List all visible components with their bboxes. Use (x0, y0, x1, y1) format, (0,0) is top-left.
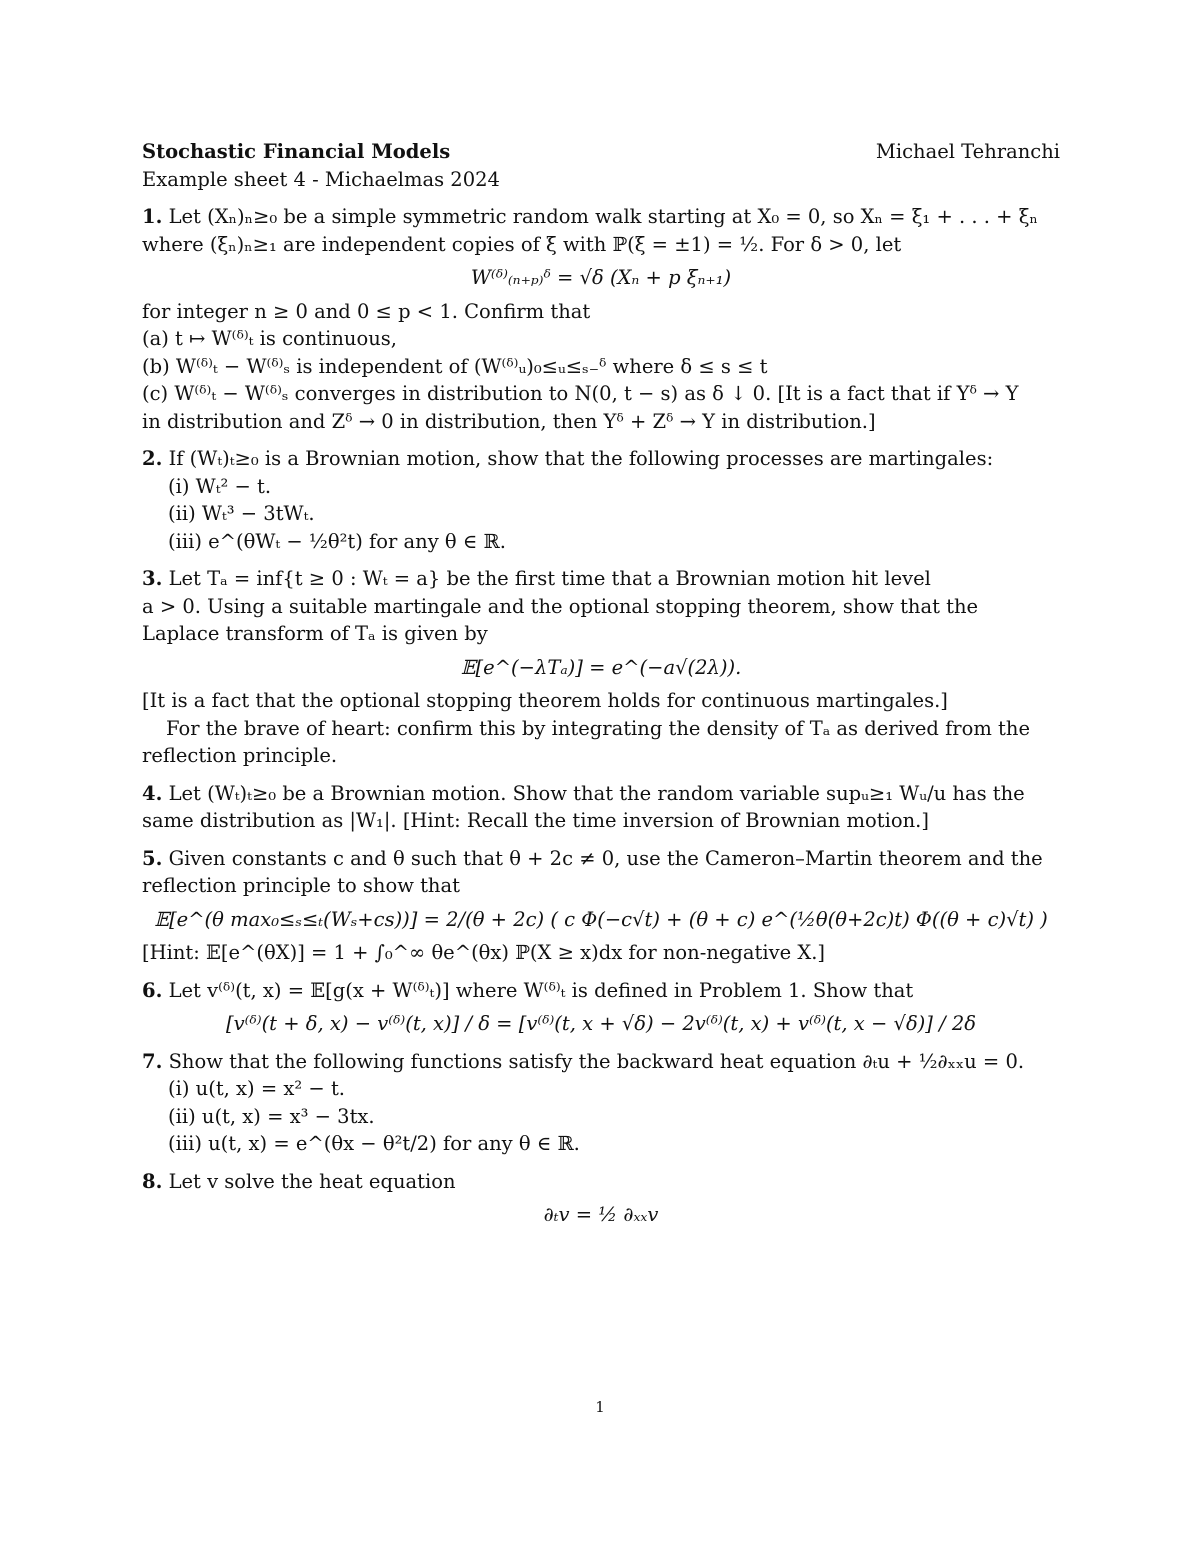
problem-number: 4. (142, 781, 163, 805)
problem-2 (142, 445, 1060, 555)
problem-4 (142, 780, 1060, 835)
problem-text: Let (Wₜ)ₜ≥₀ be a Brownian motion. Show that the random variable supᵤ≥₁ Wᵤ/u has the (168, 781, 1025, 805)
problem-text: Given constants c and θ such that θ + 2c ≠ 0, use the Cameron–Martin theorem and the (168, 846, 1043, 870)
sheet-title: Stochastic Financial Models (142, 140, 451, 163)
problem-text: for integer n ≥ 0 and 0 ≤ p < 1. Confirm that (142, 299, 591, 323)
item-iii: (iii) u(t, x) = e^(θx − θ²t/2) for any θ ∈ ℝ. (168, 1132, 580, 1155)
problem-number: 7. (142, 1049, 163, 1073)
display-equation: W⁽ᵟ⁾₍ₙ₊ₚ₎ᵟ = √δ (Xₙ + p ξₙ₊₁) (470, 266, 732, 289)
page-body (142, 138, 1060, 1235)
problem-number: 2. (142, 447, 163, 470)
problem-text: Show that the following functions satisfy the backward heat equation ∂ₜu + ½∂ₓₓu = 0. (168, 1049, 1025, 1073)
problem-number: 6. (142, 978, 163, 1002)
item-iii: (iii) e^(θWₜ − ½θ²t) for any θ ∈ ℝ. (168, 529, 506, 553)
item-ii: (ii) Wₜ³ − 3tWₜ. (168, 502, 315, 525)
problem-text: reflection principle to show that (142, 874, 460, 897)
problem-text: [It is a fact that the optional stopping theorem holds for continuous martingales.] (142, 689, 948, 712)
problem-text: same distribution as |W₁|. [Hint: Recall the time inversion of Brownian motion.] (142, 809, 929, 832)
display-equation: 𝔼[e^(−λTₐ)] = e^(−a√(2λ)). (460, 655, 742, 679)
problem-number: 5. (142, 846, 163, 870)
problem-text: Let Tₐ = inf{t ≥ 0 : Wₜ = a} be the first time that a Brownian motion hit level (168, 567, 931, 590)
item-ii: (ii) u(t, x) = x³ − 3tx. (168, 1104, 375, 1128)
problem-number: 3. (142, 567, 163, 590)
problem-5 (142, 845, 1060, 967)
part-c: (c) W⁽ᵟ⁾ₜ − W⁽ᵟ⁾ₛ converges in distribution to N(0, t − s) as δ ↓ 0. [It is a fact that if Yᵟ → Y (142, 382, 1019, 405)
problem-text: reflection principle. (142, 744, 338, 767)
problem-text: a > 0. Using a suitable martingale and the optional stopping theorem, show that the (142, 594, 979, 618)
problem-text: where (ξₙ)ₙ≥₁ are independent copies of ξ with ℙ(ξ = ±1) = ½. For δ > 0, let (142, 232, 902, 256)
item-i: (i) u(t, x) = x² − t. (168, 1077, 345, 1100)
header (142, 138, 1060, 166)
problem-text: Let (Xₙ)ₙ≥₀ be a simple symmetric random walk starting at X₀ = 0, so Xₙ = ξ₁ + . . . + ξₙ (168, 205, 1038, 228)
part-a: (a) t ↦ W⁽ᵟ⁾ₜ is continuous, (142, 327, 397, 350)
problem-number: 8. (142, 1169, 163, 1193)
problem-text: If (Wₜ)ₜ≥₀ is a Brownian motion, show that the following processes are martingales: (168, 447, 994, 470)
problem-text: For the brave of heart: confirm this by integrating the density of Tₐ as derived from the (166, 716, 1030, 740)
problem-text: Laplace transform of Tₐ is given by (142, 622, 488, 645)
sheet-subtitle: Example sheet 4 - Michaelmas 2024 (142, 167, 500, 191)
problem-text: Let v solve the heat equation (168, 1169, 456, 1193)
display-equation: 𝔼[e^(θ max₀≤ₛ≤ₜ(Wₛ+cs))] = 2/(θ + 2c) ( c Φ(−c√t) + (θ + c) e^(½θ(θ+2c)t) Φ((θ + c)√t) ) (154, 907, 1048, 931)
problem-6 (142, 977, 1060, 1038)
author: Michael Tehranchi (875, 140, 1060, 163)
problem-text: in distribution and Zᵟ → 0 in distribution, then Yᵟ + Zᵟ → Y in distribution.] (142, 409, 876, 433)
display-equation: [v⁽ᵟ⁾(t + δ, x) − v⁽ᵟ⁾(t, x)] / δ = [v⁽ᵟ⁾(t, x + √δ) − 2v⁽ᵟ⁾(t, x) + v⁽ᵟ⁾(t, x − √δ)] / 2δ (225, 1012, 977, 1035)
page-number: 1 (595, 1398, 605, 1416)
problem-8 (142, 1168, 1060, 1229)
hint-text: [Hint: 𝔼[e^(θX)] = 1 + ∫₀^∞ θe^(θx) ℙ(X ≥ x)dx for non-negative X.] (142, 941, 826, 964)
problem-3 (142, 565, 1060, 770)
problem-7 (142, 1048, 1060, 1158)
display-equation: ∂ₜv = ½ ∂ₓₓv (543, 1203, 659, 1226)
problem-1 (142, 203, 1060, 435)
problem-number: 1. (142, 205, 163, 228)
item-i: (i) Wₜ² − t. (168, 474, 272, 498)
part-b: (b) W⁽ᵟ⁾ₜ − W⁽ᵟ⁾ₛ is independent of (W⁽ᵟ⁾ᵤ)₀≤ᵤ≤ₛ₋ᵟ where δ ≤ s ≤ t (142, 354, 768, 378)
problem-text: Let v⁽ᵟ⁾(t, x) = 𝔼[g(x + W⁽ᵟ⁾ₜ)] where W⁽ᵟ⁾ₜ is defined in Problem 1. Show that (168, 978, 914, 1002)
